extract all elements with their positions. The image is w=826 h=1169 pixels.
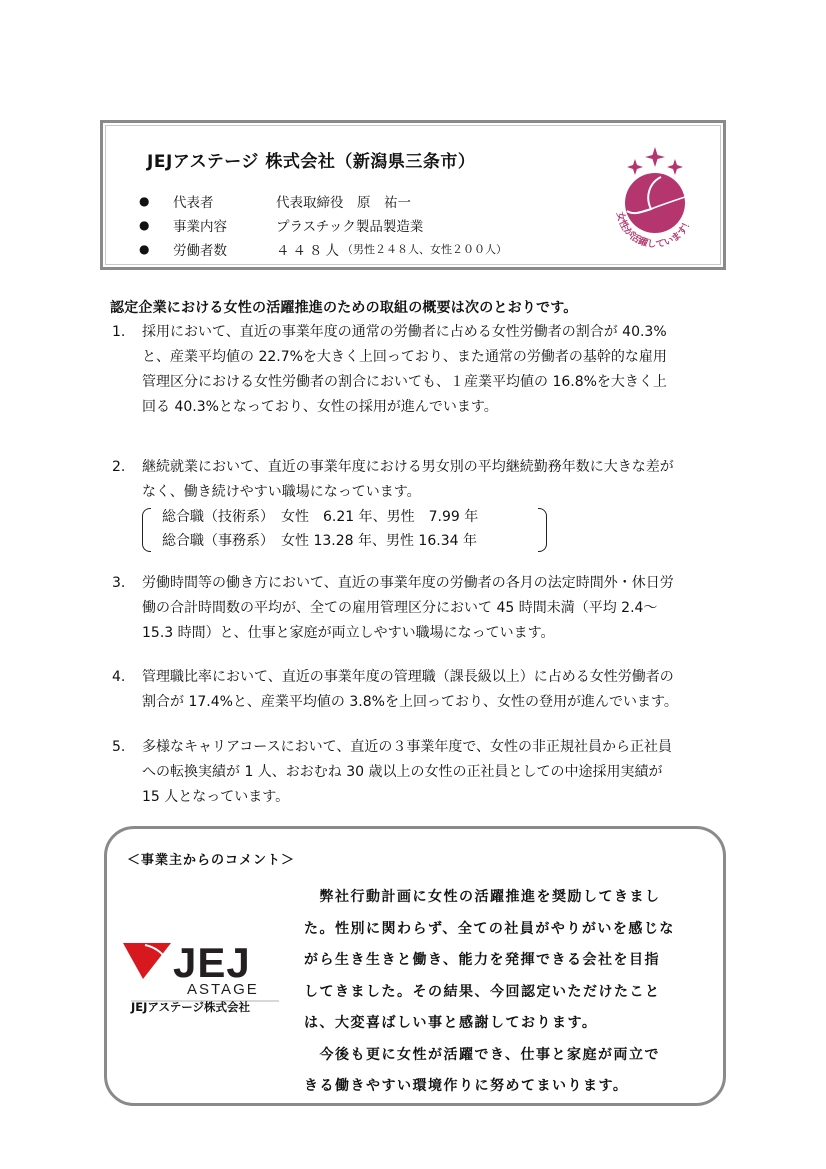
company-info-box bbox=[100, 120, 726, 270]
info-value: プラスチック製品製造業 bbox=[276, 219, 424, 235]
item-line: 15.3 時間）と、仕事と家庭が両立しやすい職場になっています。 bbox=[142, 625, 555, 641]
item-2 bbox=[112, 455, 722, 555]
comment-line: た。性別に関わらず、全ての社員がやりがいを感じな bbox=[304, 920, 675, 937]
comment-line: 今後も更に女性が活躍でき、仕事と家庭が両立で bbox=[304, 1046, 660, 1063]
comment-line: がら生き生きと働き、能力を発揮できる会社を目指 bbox=[304, 952, 660, 968]
item-line: 管理職比率において、直近の事業年度の管理職（課長級以上）に占める女性労働者の bbox=[142, 669, 674, 685]
item-number: 4. bbox=[112, 669, 126, 685]
item-line: 15 人となっています。 bbox=[142, 789, 290, 805]
item-3 bbox=[112, 571, 722, 646]
item-line: 働の合計時間数の平均が、全ての雇用管理区分において 45 時間未満（平均 2.4～ bbox=[142, 600, 658, 616]
info-note: （男性２４８人、女性２００人） bbox=[342, 243, 507, 256]
tenure-bracket bbox=[142, 505, 722, 555]
svg-text:JEJ: JEJ bbox=[173, 939, 251, 986]
item-line: への転換実績が 1 人、おおむね 30 歳以上の女性の正社員としての中途採用実績が bbox=[142, 764, 663, 780]
item-line: 回る 40.3%となっており、女性の採用が進んでいます。 bbox=[142, 399, 498, 415]
item-line: 管理区分における女性労働者の割合においても、１産業平均値の 16.8%を大きく上 bbox=[142, 374, 667, 390]
svg-text:女性が活躍しています！: 女性が活躍しています！ bbox=[613, 210, 695, 251]
item-line: なく、働き続けやすい職場になっています。 bbox=[142, 484, 421, 500]
comment-line: してきました。その結果、今回認定いただけたこと bbox=[304, 983, 661, 1000]
info-label: 労働者数 bbox=[173, 243, 227, 259]
item-number: 5. bbox=[112, 739, 126, 755]
logo-company-name: JEJアステージ株式会社 bbox=[131, 1000, 250, 1014]
info-row-business bbox=[139, 215, 423, 235]
info-label: 代表者 bbox=[173, 195, 214, 211]
comment-line: は、大変喜ばしい事と感謝しております。 bbox=[304, 1015, 598, 1031]
info-row-employees bbox=[139, 239, 507, 259]
comment-text bbox=[304, 882, 714, 1103]
bullet-icon: ● bbox=[139, 218, 150, 232]
svg-text:ASTAGE: ASTAGE bbox=[187, 981, 259, 998]
company-title: JEJアステージ 株式会社（新潟県三条市） bbox=[147, 152, 476, 172]
employer-comment-box bbox=[104, 826, 726, 1106]
tenure-technical: 総合職（技術系） 女性 6.21 年、男性 7.99 年 bbox=[162, 509, 479, 525]
comment-line: 弊社行動計画に女性の活躍推進を奨励してきまし bbox=[304, 889, 661, 905]
item-number: 1. bbox=[112, 324, 126, 340]
eruboshi-certification-icon bbox=[605, 139, 705, 251]
bullet-icon: ● bbox=[139, 194, 150, 208]
item-line: 割合が 17.4%と、産業平均値の 3.8%を上回っており、女性の登用が進んでいます。 bbox=[142, 694, 678, 710]
info-row-representative bbox=[139, 191, 411, 211]
comment-title: ＜事業主からのコメント＞ bbox=[127, 853, 296, 868]
item-line: 労働時間等の働き方において、直近の事業年度の労働者の各月の法定時間外・休日労 bbox=[142, 575, 674, 591]
item-line: と、産業平均値の 22.7%を大きく上回っており、また通常の労働者の基幹的な雇用 bbox=[142, 349, 667, 365]
right-bracket-icon bbox=[538, 508, 547, 552]
left-bracket-icon bbox=[142, 508, 151, 552]
item-5 bbox=[112, 735, 722, 810]
intro-heading: 認定企業における女性の活躍推進のための取組の概要は次のとおりです。 bbox=[110, 300, 578, 316]
item-number: 2. bbox=[112, 459, 126, 475]
tenure-clerical: 総合職（事務系） 女性 13.28 年、男性 16.34 年 bbox=[162, 533, 477, 549]
item-line: 採用において、直近の事業年度の通常の労働者に占める女性労働者の割合が 40.3% bbox=[142, 324, 667, 340]
bullet-icon: ● bbox=[139, 242, 150, 256]
item-line: 多様なキャリアコースにおいて、直近の３事業年度で、女性の非正規社員から正社員 bbox=[142, 739, 673, 755]
comment-line: きる働きやすい環境作りに努めてまいります。 bbox=[304, 1078, 629, 1094]
item-4 bbox=[112, 665, 722, 715]
info-value: ４４８人 bbox=[276, 243, 342, 259]
item-1 bbox=[112, 320, 722, 420]
item-number: 3. bbox=[112, 575, 126, 591]
info-value: 代表取締役 原 祐一 bbox=[276, 195, 411, 211]
item-line: 継続就業において、直近の事業年度における男女別の平均継続勤務年数に大きな差が bbox=[142, 459, 674, 475]
info-label: 事業内容 bbox=[173, 219, 227, 235]
